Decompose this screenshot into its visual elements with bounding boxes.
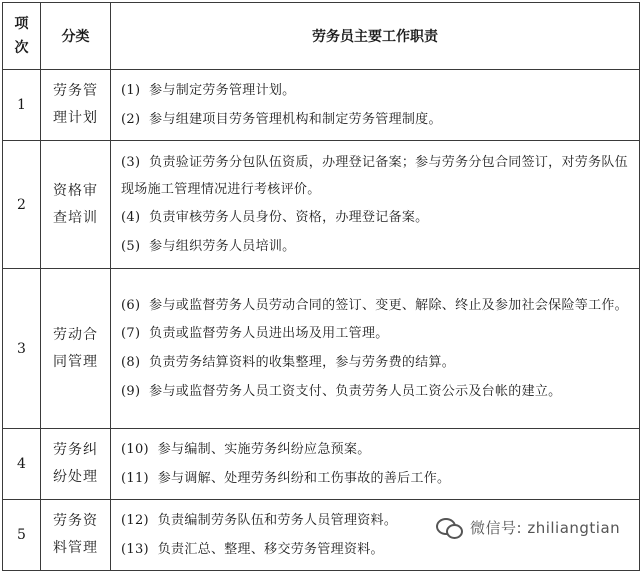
duty-item: (9) 参与或监督劳务人员工资支付、负责劳务人员工资公示及台帐的建立。 bbox=[121, 383, 562, 399]
duty-item: (12) 负责编制劳务队伍和劳务人员管理资料。 bbox=[121, 513, 398, 528]
duty-item: (2) 参与组建项目劳务管理机构和制定劳务管理制度。 bbox=[121, 112, 442, 127]
category-line: 查培训 bbox=[53, 209, 98, 226]
header-item-no bbox=[3, 3, 41, 70]
duty-item: (13) 负责汇总、整理、移交劳务管理资料。 bbox=[121, 542, 384, 557]
table-row bbox=[3, 269, 640, 429]
wechat-watermark bbox=[432, 512, 624, 542]
table-row bbox=[3, 70, 640, 141]
category-line: 理计划 bbox=[53, 110, 98, 126]
category-line: 劳务管 bbox=[53, 83, 98, 99]
duty-item: (10) 参与编制、实施劳务纠纷应急预案。 bbox=[121, 442, 371, 457]
duty-item: (1) 参与制定劳务管理计划。 bbox=[121, 83, 296, 98]
header-category: 分类 bbox=[41, 3, 111, 70]
category-line: 劳务资 bbox=[53, 513, 98, 529]
duty-item: (4) 负责审核劳务人员身份、资格，办理登记备案。 bbox=[121, 209, 429, 225]
row-no: 5 bbox=[3, 500, 41, 571]
header-duty: 劳务员主要工作职责 bbox=[111, 3, 640, 70]
duty-item: (8) 负责劳务结算资料的收集整理，参与劳务费的结算。 bbox=[121, 354, 456, 370]
row-duties bbox=[111, 269, 640, 429]
header-no-line1: 项 bbox=[14, 16, 29, 32]
watermark-text: 微信号: zhiliangtian bbox=[470, 518, 621, 537]
category-line: 纷处理 bbox=[53, 469, 98, 485]
row-duties bbox=[111, 141, 640, 269]
row-category bbox=[41, 500, 111, 571]
wechat-icon bbox=[436, 516, 462, 538]
duty-item: (11) 参与调解、处理劳务纠纷和工伤事故的善后工作。 bbox=[121, 471, 451, 486]
table-row bbox=[3, 429, 640, 500]
duty-item: (5) 参与组织劳务人员培训。 bbox=[121, 238, 296, 254]
category-line: 劳动合 bbox=[53, 326, 98, 343]
category-line: 劳务纠 bbox=[53, 442, 98, 458]
category-line: 同管理 bbox=[53, 353, 98, 370]
table-row bbox=[3, 141, 640, 269]
row-duties bbox=[111, 70, 640, 141]
row-no: 1 bbox=[3, 70, 41, 141]
row-no: 4 bbox=[3, 429, 41, 500]
row-category bbox=[41, 70, 111, 141]
category-line: 料管理 bbox=[53, 540, 98, 556]
row-no: 2 bbox=[3, 141, 41, 269]
table-header-row bbox=[3, 3, 640, 70]
duty-item: (6) 参与或监督劳务人员劳动合同的签订、变更、解除、终止及参加社会保险等工作。 bbox=[121, 297, 628, 313]
row-duties bbox=[111, 429, 640, 500]
duty-table bbox=[2, 2, 640, 571]
duty-item: (7) 负责或监督劳务人员进出场及用工管理。 bbox=[121, 325, 389, 341]
row-category bbox=[41, 429, 111, 500]
row-category bbox=[41, 269, 111, 429]
row-no: 3 bbox=[3, 269, 41, 429]
row-category bbox=[41, 141, 111, 269]
category-line: 资格审 bbox=[53, 182, 98, 199]
header-no-line2: 次 bbox=[14, 40, 29, 56]
duty-item: (3) 负责验证劳务分包队伍资质，办理登记备案；参与劳务分包合同签订，对劳务队伍现场施工管理情况进行考核评价。 bbox=[121, 154, 628, 197]
